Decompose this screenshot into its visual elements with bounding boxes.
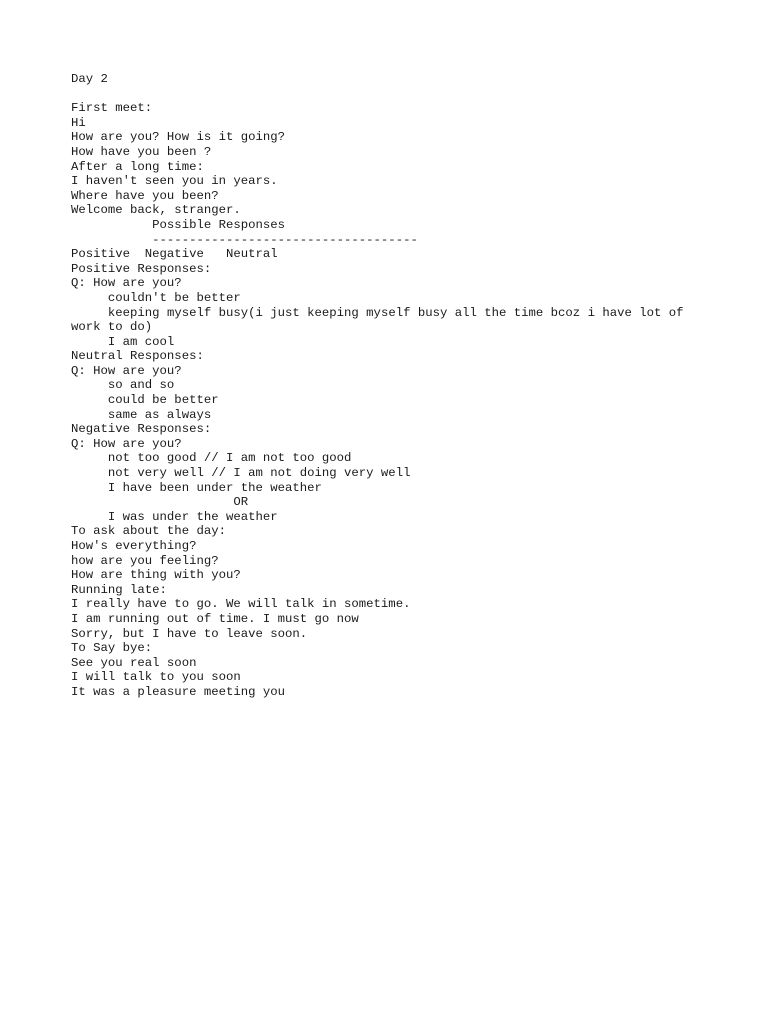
text-line: how are you feeling? xyxy=(71,553,219,568)
section-heading: Positive Responses: xyxy=(71,261,212,276)
text-line: I haven't seen you in years. xyxy=(71,174,278,189)
response-item: I am cool xyxy=(71,334,175,349)
response-item: not very well // I am not doing very well xyxy=(71,466,411,481)
text-line: I will talk to you soon xyxy=(71,670,241,685)
text-line: I really have to go. We will talk in sometime. xyxy=(71,597,411,612)
section-heading: Negative Responses: xyxy=(71,422,212,437)
question-line: Q: How are you? xyxy=(71,276,182,291)
response-item: I was under the weather xyxy=(71,509,278,524)
section-heading: First meet: xyxy=(71,101,153,116)
day-heading: Day 2 xyxy=(71,72,108,86)
text-line: See you real soon xyxy=(71,655,197,670)
section-heading: To ask about the day: xyxy=(71,524,226,539)
response-item: keeping myself busy(i just keeping myself busy all the time bcoz i have lot of work to do) xyxy=(71,305,691,335)
response-item: couldn't be better xyxy=(71,290,241,305)
response-categories: Positive Negative Neutral xyxy=(71,247,278,262)
question-line: Q: How are you? xyxy=(71,363,182,378)
section-heading: After a long time: xyxy=(71,159,204,174)
section-heading: Running late: xyxy=(71,582,167,597)
text-line: I am running out of time. I must go now xyxy=(71,611,359,626)
response-item: so and so xyxy=(71,378,175,393)
blank-line xyxy=(71,87,711,102)
text-line: How are thing with you? xyxy=(71,568,241,583)
response-item: I have been under the weather xyxy=(71,480,322,495)
divider-line: ------------------------------------ xyxy=(71,232,418,247)
text-line: Sorry, but I have to leave soon. xyxy=(71,626,308,641)
text-line: Hi xyxy=(71,115,86,130)
document-body xyxy=(71,72,711,700)
responses-title: Possible Responses xyxy=(71,217,286,232)
text-line: Welcome back, stranger. xyxy=(71,203,241,218)
text-line: How have you been ? xyxy=(71,144,212,159)
question-line: Q: How are you? xyxy=(71,436,182,451)
response-item: not too good // I am not too good xyxy=(71,451,352,466)
text-line: It was a pleasure meeting you xyxy=(71,684,286,699)
text-line: Where have you been? xyxy=(71,188,219,203)
section-heading: To Say bye: xyxy=(71,641,153,656)
text-line: How's everything? xyxy=(71,539,197,553)
response-item: same as always xyxy=(71,407,212,422)
text-line: How are you? How is it going? xyxy=(71,130,286,145)
section-heading: Neutral Responses: xyxy=(71,349,204,364)
response-item: could be better xyxy=(71,393,219,408)
or-separator: OR xyxy=(71,495,249,510)
